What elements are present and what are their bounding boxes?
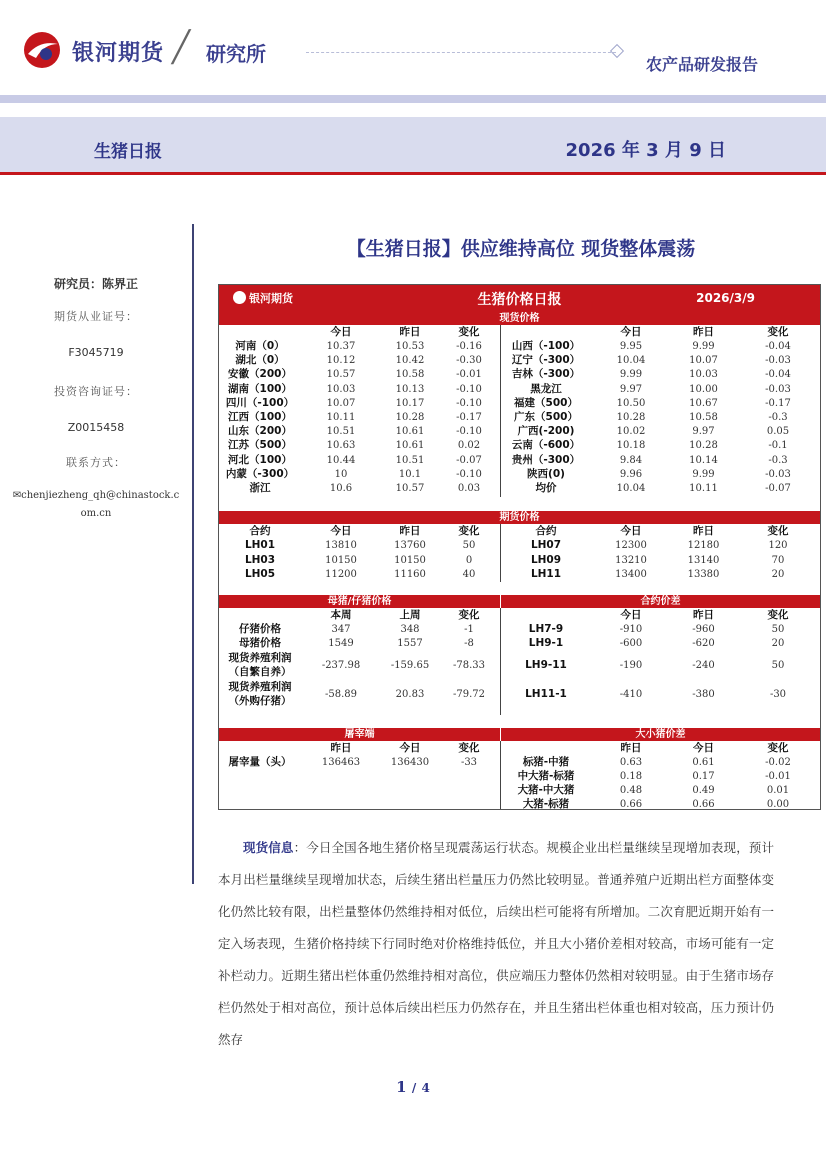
hogsize-pair: 大猪-标猪: [522, 798, 570, 810]
spot-region: 湖北（0）: [235, 354, 285, 367]
piglet-item-sub: （自繁自养）: [228, 666, 292, 678]
futures-today: 13400: [615, 569, 647, 580]
futures-today: 11200: [325, 569, 357, 580]
spot-change: -0.10: [456, 383, 482, 395]
futures-yesterday: 13140: [687, 554, 720, 566]
piglet-item: 现货养殖利润: [228, 681, 292, 693]
spot-change: -0.16: [456, 341, 482, 352]
researcher-label: 研究员：陈界正: [53, 277, 138, 291]
hogsize-change: -0.02: [765, 757, 791, 768]
futures-yesterday: 13760: [394, 540, 426, 551]
spot-yesterday: 10.58: [689, 412, 718, 423]
hogsize-yesterday: 0.48: [619, 785, 643, 796]
futures-yesterday: 12180: [687, 540, 720, 551]
spot-change: -0.01: [456, 369, 482, 381]
spot-yesterday: 10.53: [395, 341, 425, 352]
spot-change: -0.30: [456, 355, 482, 367]
spot-today: 10.28: [616, 412, 646, 423]
spread-today: -410: [619, 689, 643, 700]
spot-today: 10.02: [616, 426, 646, 438]
futures-today: 13810: [325, 540, 357, 551]
header-red-rule: [0, 172, 826, 175]
table-logo-text: 银河期货: [249, 292, 293, 305]
spot-header: 昨日: [399, 326, 421, 338]
consult-number: Z0015458: [67, 421, 125, 434]
header-diamond-icon: [610, 44, 624, 58]
spot-yesterday: 10.28: [395, 412, 425, 423]
hogsize-today: 0.66: [692, 799, 715, 810]
spot-today: 10.07: [326, 397, 356, 409]
hogsize-pair: 中大猪-标猪: [517, 770, 575, 782]
spread-change: -30: [769, 689, 787, 700]
slaughter-header: 变化: [458, 742, 480, 754]
spot-header: 今日: [330, 326, 352, 338]
spot-region: 辽宁（-300）: [511, 354, 581, 367]
spot-yesterday: 10.51: [395, 454, 425, 466]
hog-price-table: [218, 284, 821, 810]
futures-yesterday: 11160: [394, 569, 426, 580]
spot-yesterday: 10.61: [395, 440, 425, 452]
slaughter-item: 屠宰量（头）: [228, 756, 292, 768]
hogsize-change: 0.01: [766, 785, 790, 796]
hogsize-today: 0.49: [692, 785, 715, 796]
spot-region: 江苏（500）: [228, 439, 292, 452]
spread-yesterday: -240: [692, 660, 715, 671]
spot-today: 10.51: [326, 426, 356, 438]
spread-pair: LH11-1: [525, 688, 567, 700]
hogsize-pair: 大猪-中大猪: [517, 784, 575, 796]
spot-change: -0.3: [768, 412, 788, 423]
spot-change: -0.3: [768, 454, 788, 466]
section-futures: 期货价格: [219, 511, 820, 524]
spot-yesterday: 10.13: [395, 383, 425, 395]
spot-today: 9.95: [619, 341, 643, 352]
spot-change: -0.07: [456, 454, 482, 466]
hogsize-pair: 标猪-中猪: [522, 756, 570, 768]
table-date: 2026/3/9: [696, 291, 755, 305]
galaxy-logo-icon: [22, 30, 62, 70]
spread-yesterday: -620: [692, 638, 715, 649]
license-label: 期货从业证号：: [54, 310, 138, 323]
spot-region: 吉林（-300）: [511, 368, 581, 381]
page-number: [0, 1078, 826, 1096]
institute-name: 研究所: [206, 42, 266, 66]
futures-header: 今日: [330, 525, 352, 537]
page-title: 【生猪日报】供应维持高位 现货整体震荡: [346, 238, 696, 260]
piglet-this-week: 1549: [328, 638, 354, 649]
spread-pair: LH7-9: [528, 623, 564, 635]
piglet-item: 现货养殖利润: [228, 652, 292, 664]
spot-change: 0.02: [457, 440, 481, 452]
spot-yesterday: 10.11: [689, 483, 718, 494]
futures-header: 合约: [249, 525, 271, 537]
spread-change: 50: [771, 624, 785, 635]
spot-today: 10.50: [616, 397, 646, 409]
report-name: 生猪日报: [94, 142, 162, 162]
futures-contract: LH07: [530, 539, 562, 551]
spot-info-text: ：今日全国各地生猪价格呈现震荡运行状态。规模企业出栏量继续呈现增加表现，预计本月出栏量继续呈现增加状态，后续生猪出栏量压力仍然比较明显。普通养殖户近期出栏方面整体变化仍然比较有限，出栏量整体仍然维持相对低位，后续出栏可能将有所增加。二次育肥近期开始有一定入场表现，生猪价格持续下行同时绝对价格维持低位，并且大小猪价差相对较高，市场可能有一定补栏动力。近期生猪出栏体重仍然维持相对高位，供应端压力整体仍然相对较明显。由于生猪市场存栏仍然处于相对高位，预计总体后续出栏压力仍然存在，并且生猪出栏体重也相对较高，压力预计仍然存: [218, 840, 774, 1047]
piglet-last-week: 1557: [397, 638, 423, 649]
spot-region: 江西（100）: [228, 411, 292, 423]
contact-label: 联系方式：: [66, 456, 126, 469]
spot-yesterday: 10.00: [689, 383, 718, 395]
spot-region: 广西(-200): [517, 425, 575, 438]
spot-change: -0.17: [456, 412, 482, 423]
piglet-this-week: 347: [331, 624, 351, 635]
license-number: F3045719: [68, 346, 124, 359]
spread-change: 50: [771, 660, 785, 671]
spot-yesterday: 10.42: [395, 355, 425, 367]
slaughter-header: 昨日: [330, 742, 352, 754]
futures-today: 10150: [325, 554, 357, 566]
spot-region: 浙江: [249, 482, 271, 494]
spot-info-paragraph: [218, 832, 774, 1056]
spot-today: 10.11: [326, 412, 356, 423]
spot-yesterday: 10.28: [689, 440, 718, 452]
spot-today: 9.84: [619, 454, 643, 466]
header-gap: [0, 103, 826, 117]
spot-yesterday: 9.99: [692, 468, 715, 480]
report-header: [0, 0, 826, 95]
spread-pair: LH9-1: [528, 637, 564, 649]
spot-region: 均价: [535, 482, 557, 494]
piglet-this-week: -58.89: [324, 689, 357, 700]
spot-change: -0.1: [768, 440, 788, 452]
spot-region: 河南（0）: [235, 340, 285, 352]
spread-pair: LH9-11: [525, 659, 567, 671]
spot-header: 变化: [458, 326, 480, 338]
piglet-item: 仔猪价格: [239, 623, 281, 635]
spot-info-lead: 现货信息: [243, 840, 294, 855]
spread-change: 20: [771, 638, 785, 649]
piglet-item: 母猪价格: [239, 637, 281, 649]
spot-change: -0.03: [765, 383, 791, 395]
piglet-this-week: -237.98: [321, 660, 361, 671]
piglet-last-week: -159.65: [390, 660, 430, 671]
spot-yesterday: 10.67: [689, 397, 718, 409]
futures-header: 变化: [458, 525, 480, 537]
header-band: [0, 95, 826, 103]
spot-today: 9.97: [619, 383, 643, 395]
spot-region: 山西（-100）: [511, 340, 581, 352]
spot-change: -0.10: [456, 397, 482, 409]
email-line-1: chenjiezheng_qh@chinastock.c: [21, 490, 180, 501]
hogsize-yesterday: 0.18: [619, 771, 643, 782]
futures-header: 昨日: [399, 525, 421, 537]
spot-yesterday: 10.61: [395, 426, 425, 438]
spot-today: 9.96: [619, 468, 643, 480]
futures-today: 12300: [615, 540, 647, 551]
futures-header: 合约: [535, 525, 557, 537]
section-spot: 现货价格: [219, 312, 820, 325]
spot-today: 10.03: [326, 383, 356, 395]
spread-yesterday: -960: [692, 624, 715, 635]
hogsize-change: 0.00: [766, 799, 790, 810]
slaughter-change: -33: [460, 757, 478, 768]
hogsize-header: 变化: [767, 742, 789, 754]
spot-today: 9.99: [619, 369, 643, 381]
futures-contract: LH05: [244, 568, 276, 580]
futures-header: 变化: [767, 525, 789, 537]
brand-name: 银河期货: [72, 41, 165, 66]
piglet-change: -78.33: [452, 660, 485, 671]
contact-email[interactable]: [0, 487, 192, 523]
hogsize-yesterday: 0.63: [619, 757, 643, 768]
spot-change: -0.17: [765, 397, 791, 409]
piglet-change: -8: [464, 638, 474, 649]
futures-change: 20: [771, 569, 785, 580]
slaughter-header: 今日: [399, 742, 421, 754]
spot-region: 内蒙（-300）: [225, 467, 295, 480]
spot-change: -0.07: [765, 483, 791, 494]
spot-change: -0.10: [456, 468, 482, 480]
spot-region: 陕西(0): [527, 467, 565, 480]
spot-yesterday: 9.97: [692, 426, 715, 438]
futures-header: 今日: [620, 525, 642, 537]
spot-yesterday: 10.14: [689, 454, 718, 466]
spread-yesterday: -380: [692, 689, 715, 700]
spot-change: -0.04: [765, 369, 791, 381]
spot-yesterday: 10.58: [395, 369, 425, 381]
spot-today: 10.18: [616, 440, 646, 452]
spot-change: -0.04: [765, 341, 791, 352]
hogsize-today: 0.61: [692, 757, 715, 768]
report-type: 农产品研发报告: [646, 55, 759, 74]
spot-region: 贵州（-300）: [511, 453, 581, 466]
futures-change: 70: [771, 554, 785, 566]
section-hogsize: 大小猪价差: [501, 728, 820, 741]
spot-change: -0.03: [765, 355, 791, 367]
spot-region: 湖南（100）: [228, 382, 292, 395]
spot-region: 安徽（200）: [228, 368, 292, 381]
spot-region: 云南（-600）: [511, 439, 581, 452]
spot-change: -0.10: [456, 426, 482, 438]
spot-today: 10: [334, 468, 348, 480]
spot-header: 今日: [620, 326, 642, 338]
hogsize-yesterday: 0.66: [619, 799, 643, 810]
spot-yesterday: 10.03: [689, 369, 718, 381]
spot-today: 10.12: [326, 355, 356, 367]
spot-region: 河北（100）: [228, 453, 292, 466]
hogsize-header: 昨日: [620, 742, 642, 754]
spread-today: -910: [619, 624, 643, 635]
email-line-2: om.cn: [80, 508, 112, 519]
spot-region: 广东（500）: [514, 411, 578, 423]
futures-change: 50: [462, 540, 476, 551]
spread-today: -190: [619, 660, 643, 671]
spot-change: -0.03: [765, 468, 791, 480]
table-title: 生猪价格日报: [477, 292, 562, 308]
hogsize-today: 0.17: [692, 771, 715, 782]
brand-separator: ╱: [172, 30, 191, 65]
page-current: 1: [396, 1078, 407, 1096]
spot-change: 0.05: [766, 426, 790, 438]
spot-yesterday: 9.99: [692, 341, 715, 352]
page-separator: /: [411, 1081, 417, 1095]
spread-today: -600: [619, 638, 643, 649]
spot-today: 10.57: [326, 369, 356, 381]
spot-yesterday: 10.57: [395, 483, 425, 494]
section-slaughter: 屠宰端: [219, 728, 500, 741]
piglet-change: -1: [464, 624, 474, 635]
futures-today: 13210: [615, 554, 647, 566]
spot-today: 10.04: [616, 355, 646, 367]
slaughter-today: 136430: [390, 757, 430, 768]
spot-header: 昨日: [693, 326, 714, 338]
piglet-last-week: 348: [400, 624, 420, 635]
spot-yesterday: 10.1: [398, 468, 422, 480]
spot-today: 10.44: [326, 454, 356, 466]
section-piglet: 母猪/仔猪价格: [219, 595, 500, 608]
spot-yesterday: 10.17: [395, 397, 425, 409]
spot-region: 四川（-100）: [225, 396, 295, 409]
spot-today: 10.37: [326, 341, 356, 352]
report-date: 2026 年 3 月 9 日: [565, 140, 726, 161]
spot-region: 黑龙江: [530, 382, 562, 395]
consult-label: 投资咨询证号：: [54, 385, 138, 398]
piglet-header: 上周: [399, 609, 421, 621]
spot-yesterday: 10.07: [689, 355, 718, 367]
futures-contract: LH03: [244, 553, 276, 566]
piglet-last-week: 20.83: [395, 689, 425, 700]
spot-region: 福建（500）: [514, 396, 578, 409]
spot-today: 10.04: [616, 483, 646, 494]
spread-header: 今日: [620, 609, 642, 621]
spot-today: 10.63: [326, 440, 356, 452]
futures-change: 40: [462, 569, 476, 580]
futures-contract: LH11: [530, 568, 562, 580]
piglet-header: 变化: [458, 609, 480, 621]
futures-contract: LH01: [244, 539, 276, 551]
futures-header: 昨日: [693, 525, 714, 537]
piglet-change: -79.72: [452, 689, 485, 700]
header-dashed-line: [306, 52, 616, 53]
futures-change: 120: [768, 540, 788, 551]
futures-contract: LH09: [530, 553, 562, 566]
spot-region: 山东（200）: [228, 425, 292, 438]
hogsize-change: -0.01: [765, 771, 791, 782]
spread-header: 昨日: [693, 609, 714, 621]
hogsize-header: 今日: [693, 742, 714, 754]
piglet-item-sub: （外购仔猪）: [228, 695, 292, 707]
mail-icon: ✉: [12, 490, 22, 501]
futures-yesterday: 10150: [394, 554, 426, 566]
spot-change: 0.03: [457, 483, 481, 494]
spot-today: 10.6: [329, 483, 353, 494]
spot-header: 变化: [767, 326, 789, 338]
futures-change: 0: [465, 554, 473, 566]
futures-yesterday: 13380: [687, 569, 720, 580]
slaughter-yesterday: 136463: [321, 757, 361, 768]
sidebar-divider: [192, 224, 194, 884]
page-total: 4: [421, 1081, 430, 1095]
spread-header: 变化: [767, 609, 789, 621]
piglet-header: 本周: [330, 609, 352, 621]
section-spread: 合约价差: [501, 595, 820, 608]
